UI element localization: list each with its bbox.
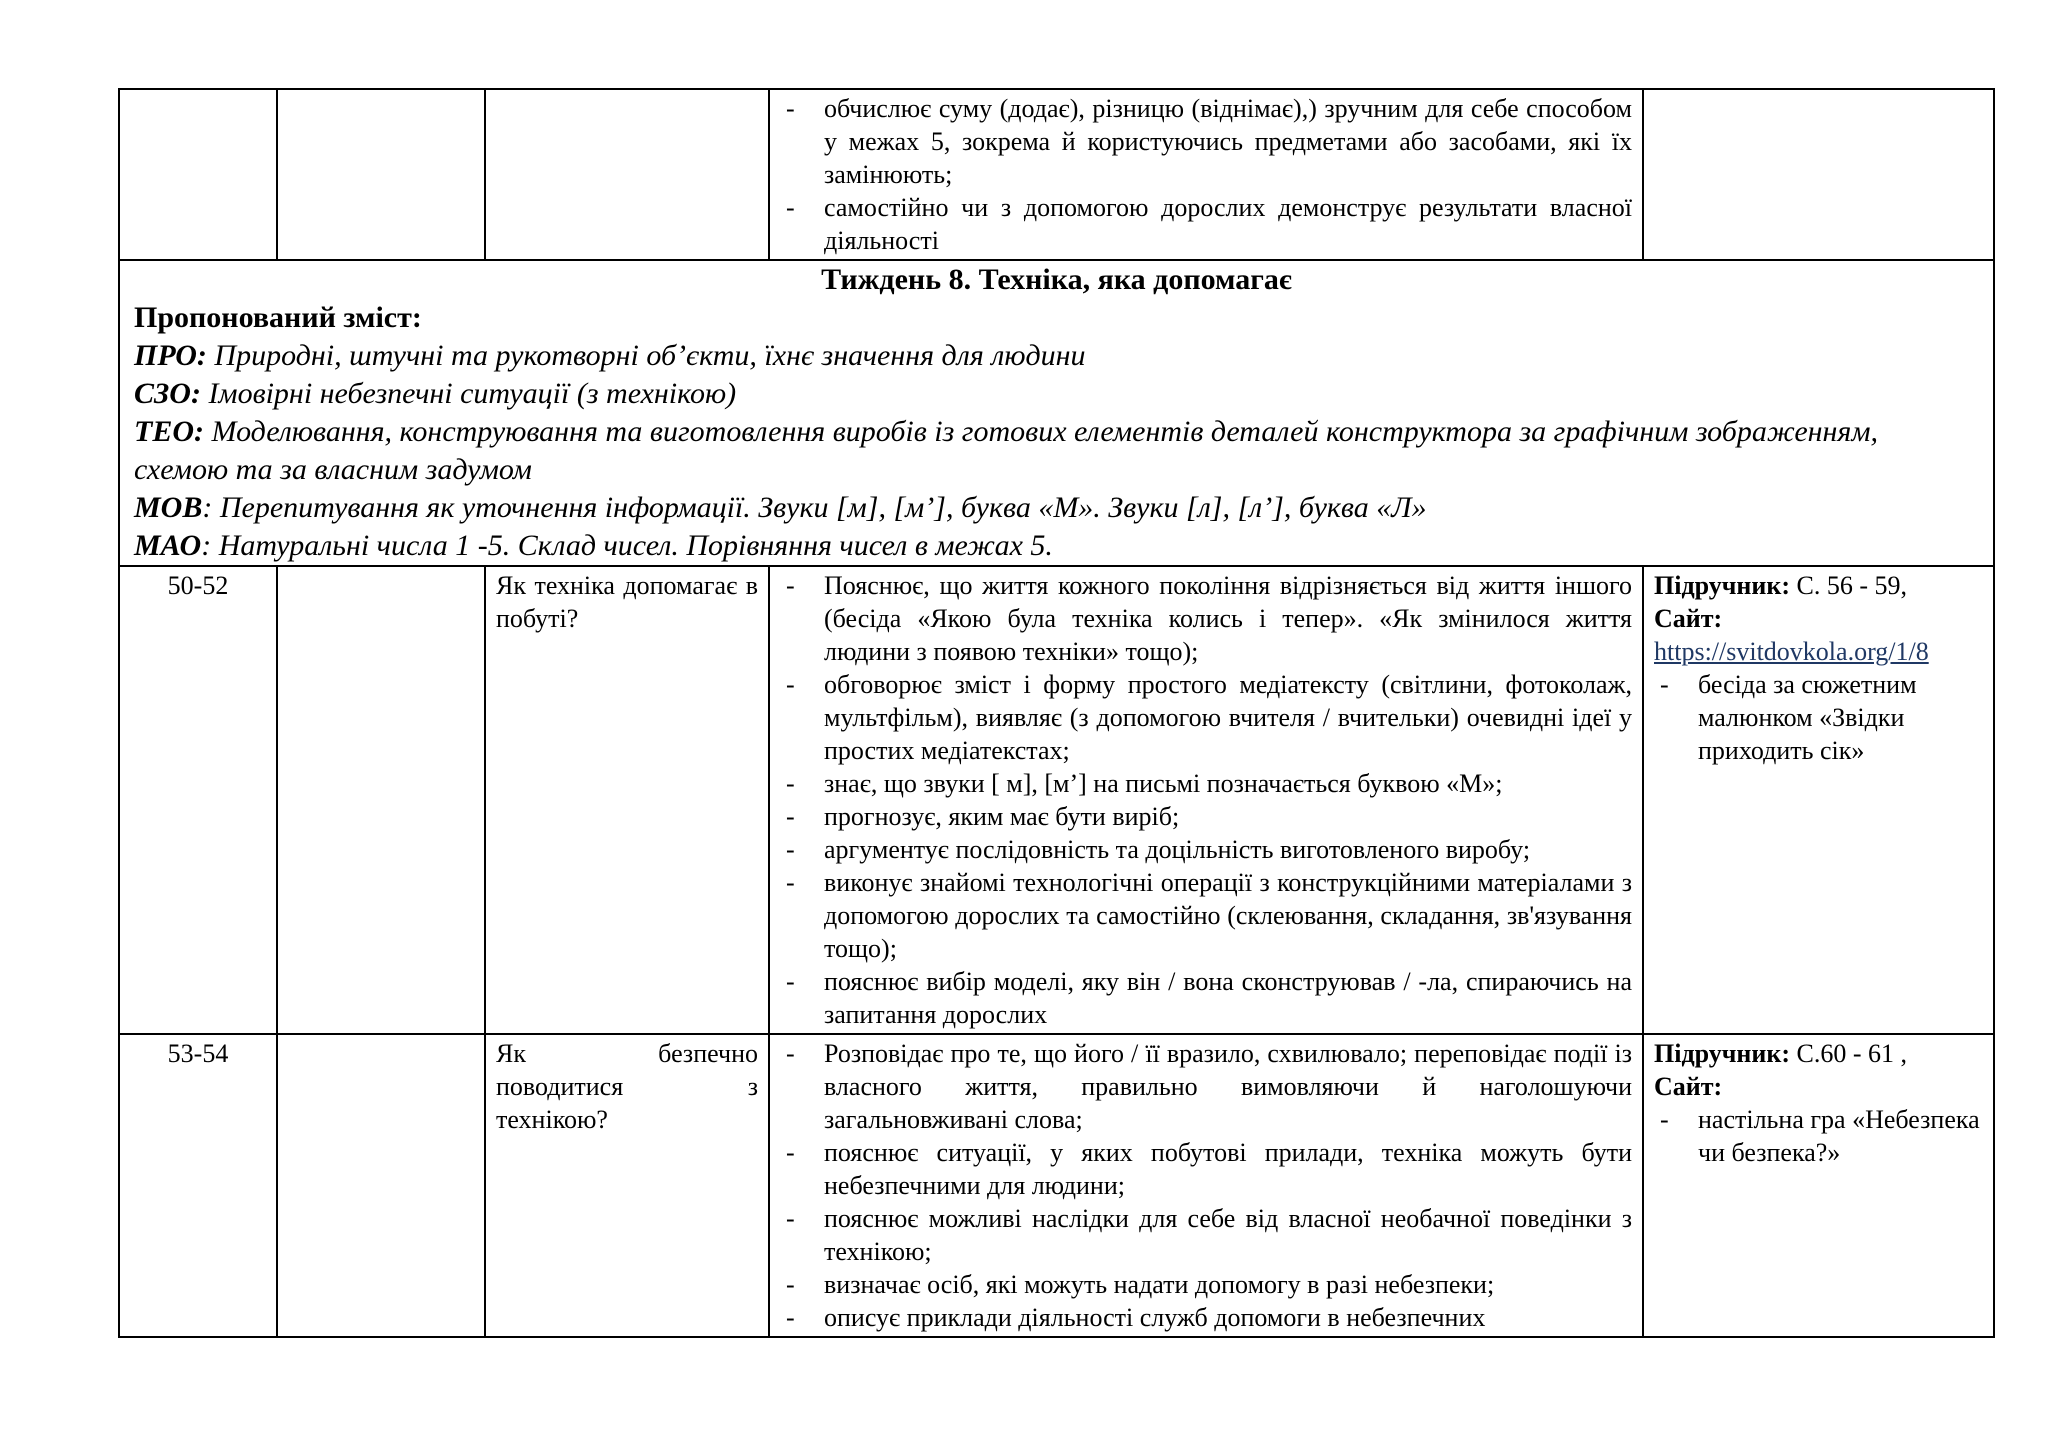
textbook-label: Підручник: [1654,1039,1790,1068]
textbook-label: Підручник: [1654,571,1790,600]
site-ref [1654,1070,1983,1103]
outcomes-list [780,92,1632,257]
outcomes-cell [769,89,1643,260]
table-row [119,566,1994,1034]
content-label: МАО [134,529,202,562]
outcomes-cell [769,566,1643,1034]
week-cell [119,260,1994,566]
list-item: - обчислює суму (додає), різницю (віднімає),) зручним для себе способом у межах 5, зокрема й користуючись предметами або засобами, які їх замінюють; [780,92,1632,191]
list-item: - пояснює можливі наслідки для себе від власної необачної поведінки з технікою; [780,1202,1632,1268]
list-item: - прогнозує, яким має бути виріб; [780,800,1632,833]
list-item: - описує приклади діяльності служб допомоги в небезпечних [780,1301,1632,1334]
list-item: - пояснює ситуації, у яких побутові прилади, техніка можуть бути небезпечними для людини; [780,1136,1632,1202]
list-item: - аргументує послідовність та доцільність виготовленого виробу; [780,833,1632,866]
empty-cell [277,566,485,1034]
num-cell [119,89,277,260]
content-line-mao [134,527,1979,565]
topic-cell [485,89,769,260]
content-line-teo [134,413,1979,489]
site-link[interactable]: https://svitdovkola.org/1/8 [1654,637,1929,666]
content-label: СЗО: [134,377,201,410]
list-item: - пояснює вибір моделі, яку він / вона сконструював / -ла, спираючись на запитання дорослих [780,965,1632,1031]
content-text: : Перепитування як уточнення інформації. Звуки [м], [м’], буква «М». Звуки [л], [л’], буква «Л» [202,491,1427,524]
content-text: Природні, штучні та рукотворні об’єкти, їхнє значення для людини [206,339,1086,372]
week-title: Тиждень 8. Техніка, яка допомагає [821,263,1292,296]
list-item: - виконує знайомі технологічні операції з конструкційними матеріалами з допомогою дорослих та самостійно (склеювання, складання, зв'язування тощо); [780,866,1632,965]
list-item: - Розповідає про те, що його / її вразило, схвилювало; переповідає події із власного життя, правильно вимовляючи й наголошуючи загальновживані слова; [780,1037,1632,1136]
textbook-ref [1654,569,1983,602]
table-row-continued [119,89,1994,260]
site-label: Сайт: [1654,604,1723,633]
textbook-pages: С. 56 - 59, [1789,571,1907,600]
site-ref [1654,602,1983,635]
list-item: - бесіда за сюжетним малюнком «Звідки приходить сік» [1654,668,1983,767]
list-item: - знає, що звуки [ м], [м’] на письмі позначається буквою «М»; [780,767,1632,800]
textbook-pages: С.60 - 61 , [1789,1039,1907,1068]
content-line-szo [134,375,1979,413]
lesson-number: 53-54 [119,1034,277,1337]
outcomes-list [780,1037,1632,1334]
list-item: - обговорює зміст і форму простого медіатексту (світлини, фотоколаж, мультфільм), виявляє (з допомогою вчителя / вчительки) очевидні ідеї у простих медіатекстах; [780,668,1632,767]
curriculum-table [118,88,1995,1338]
content-line-pro [134,337,1979,375]
list-item: - самостійно чи з допомогою дорослих демонструє результати власної діяльності [780,191,1632,257]
resources-cell [1643,1034,1994,1337]
lesson-topic: Як безпечно поводитися з технікою? [485,1034,769,1337]
content-text: : Натуральні числа 1 -5. Склад чисел. Порівняння чисел в межах 5. [201,529,1053,562]
textbook-ref [1654,1037,1983,1070]
content-label: МОВ [134,491,203,524]
list-item: - Пояснює, що життя кожного покоління відрізняється від життя іншого (бесіда «Якою була техніка колись і тепер». «Як змінилося життя людини з появою техніки» тощо); [780,569,1632,668]
week-row [119,260,1994,566]
site-label: Сайт: [1654,1072,1723,1101]
content-text: Імовірні небезпечні ситуації (з технікою) [200,377,737,410]
resources-cell [1643,566,1994,1034]
content-label: ПРО: [134,339,207,372]
outcomes-list [780,569,1632,1031]
outcomes-cell [769,1034,1643,1337]
lesson-number: 50-52 [119,566,277,1034]
resources-list [1654,1103,1983,1169]
empty-cell [277,1034,485,1337]
lesson-topic: Як техніка допомагає в побуті? [485,566,769,1034]
list-item: - визначає осіб, які можуть надати допомогу в разі небезпеки; [780,1268,1632,1301]
list-item: - настільна гра «Небезпека чи безпека?» [1654,1103,1983,1169]
empty-cell [277,89,485,260]
content-label: ТЕО: [134,415,204,448]
resources-cell [1643,89,1994,260]
content-heading: Пропонований зміст: [134,301,422,334]
resources-list [1654,668,1983,767]
content-line-mov [134,489,1979,527]
content-text: Моделювання, конструювання та виготовлення виробів із готових елементів деталей конструктора за графічним зображенням, схемою та за власним задумом [134,415,1879,486]
table-row [119,1034,1994,1337]
